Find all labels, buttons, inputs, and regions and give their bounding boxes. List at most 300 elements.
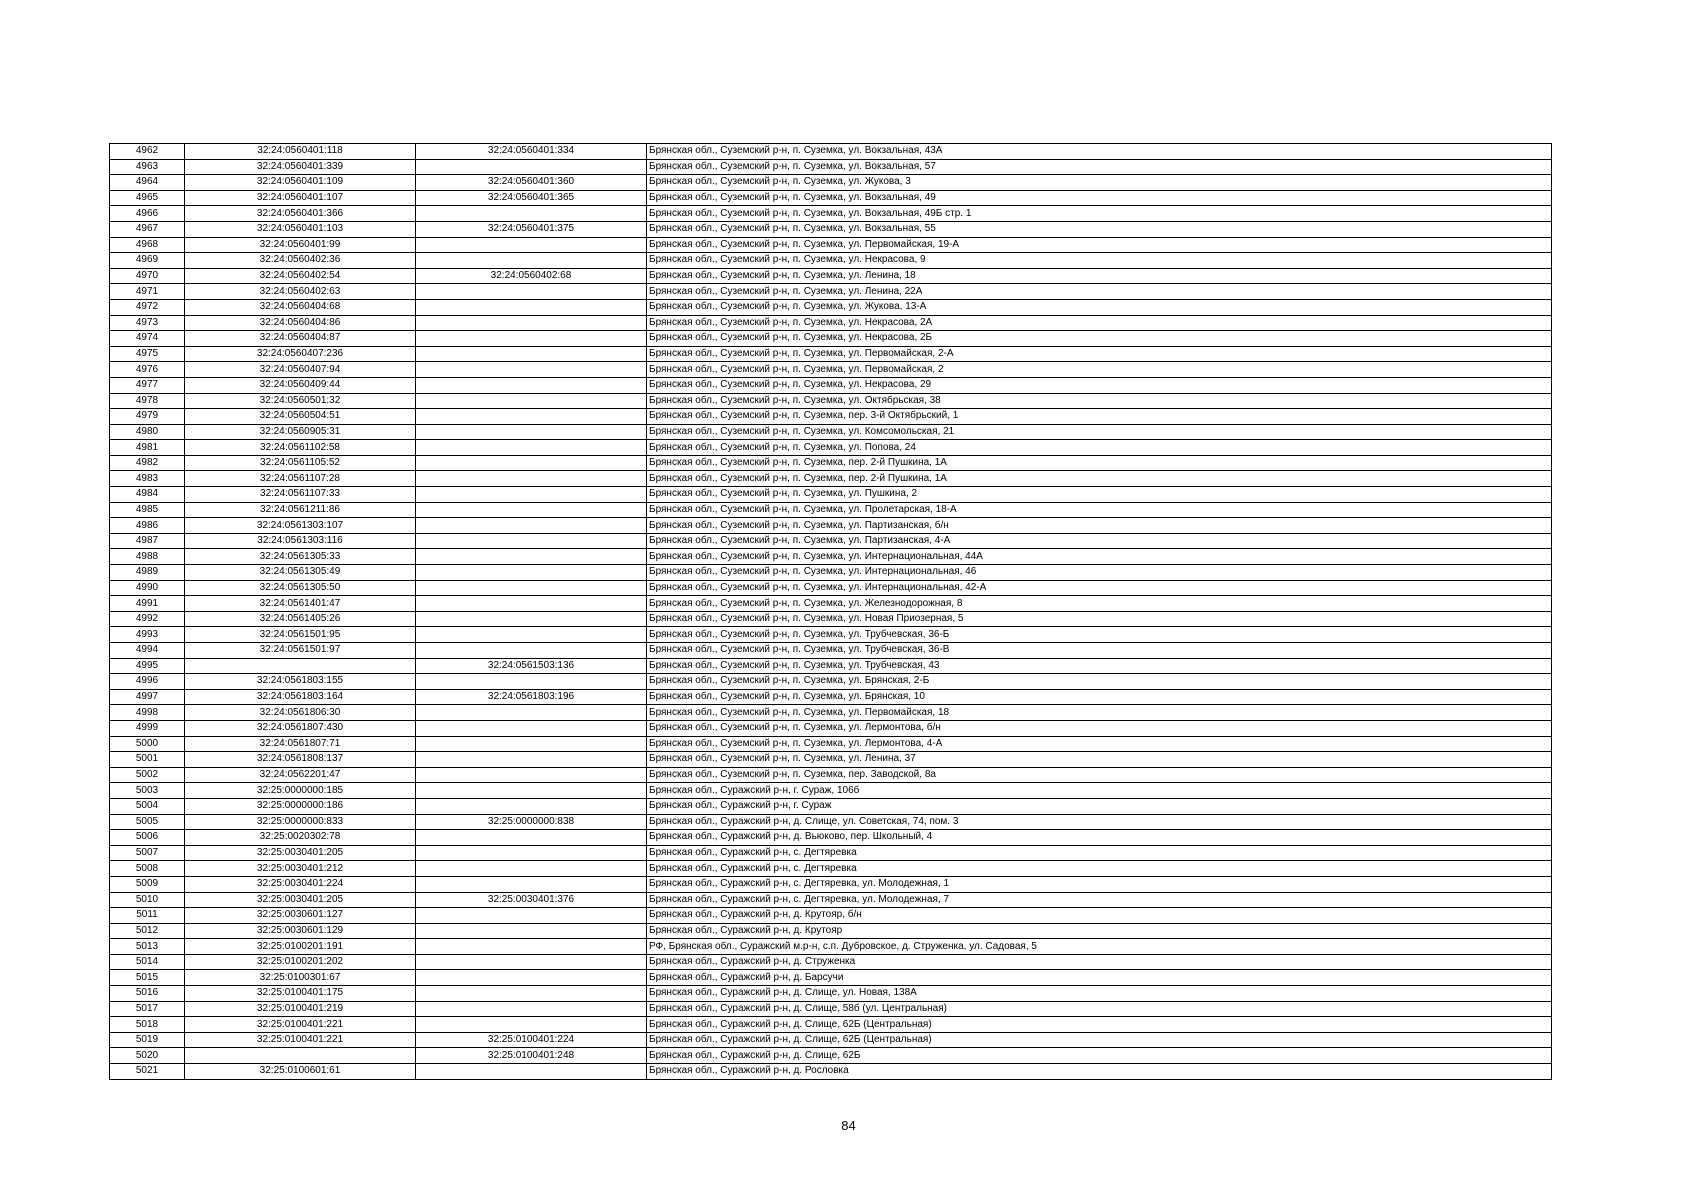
row-number-cell: 4996 (110, 674, 185, 690)
address-cell: Брянская обл., Суземский р-н, п. Суземка, ул. Пролетарская, 18-А (647, 502, 1552, 518)
address-cell: Брянская обл., Суражский р-н, д. Слище, 62Б (Центральная) (647, 1032, 1552, 1048)
cadastral-number-cell: 32:25:0030401:212 (185, 861, 416, 877)
cadastral-number-cell: 32:24:0560401:109 (185, 175, 416, 191)
related-cadastral-number-cell (416, 440, 647, 456)
table-row (110, 611, 1552, 627)
cadastral-number-cell: 32:24:0561803:155 (185, 674, 416, 690)
cadastral-number-cell: 32:24:0561806:30 (185, 705, 416, 721)
table-row (110, 1048, 1552, 1064)
related-cadastral-number-cell (416, 643, 647, 659)
row-number-cell: 4969 (110, 253, 185, 269)
address-cell: Брянская обл., Суражский р-н, с. Дегтяревка, ул. Молодежная, 7 (647, 892, 1552, 908)
row-number-cell: 5021 (110, 1064, 185, 1080)
table-row (110, 362, 1552, 378)
table-row (110, 284, 1552, 300)
address-cell: Брянская обл., Суземский р-н, п. Суземка, ул. Ленина, 37 (647, 752, 1552, 768)
related-cadastral-number-cell: 32:24:0561503:136 (416, 658, 647, 674)
address-cell: Брянская обл., Суземский р-н, п. Суземка, ул. Октябрьская, 38 (647, 393, 1552, 409)
table-row (110, 440, 1552, 456)
related-cadastral-number-cell (416, 611, 647, 627)
related-cadastral-number-cell (416, 455, 647, 471)
registry-table-body (110, 144, 1552, 1080)
cadastral-number-cell: 32:24:0561105:52 (185, 455, 416, 471)
table-row (110, 767, 1552, 783)
table-row (110, 986, 1552, 1002)
address-cell: Брянская обл., Суземский р-н, п. Суземка, ул. Жукова, 13-А (647, 299, 1552, 315)
address-cell: Брянская обл., Суражский р-н, д. Слище, 62Б (Центральная) (647, 1017, 1552, 1033)
cadastral-number-cell: 32:24:0560401:118 (185, 144, 416, 160)
row-number-cell: 5018 (110, 1017, 185, 1033)
cadastral-number-cell: 32:24:0560401:366 (185, 206, 416, 222)
row-number-cell: 5003 (110, 783, 185, 799)
address-cell: Брянская обл., Суземский р-н, п. Суземка, ул. Трубчевская, 36-Б (647, 627, 1552, 643)
address-cell: Брянская обл., Суземский р-н, п. Суземка, ул. Некрасова, 9 (647, 253, 1552, 269)
related-cadastral-number-cell (416, 674, 647, 690)
table-row (110, 518, 1552, 534)
address-cell: Брянская обл., Суземский р-н, п. Суземка, ул. Лермонтова, б/н (647, 720, 1552, 736)
table-row (110, 565, 1552, 581)
cadastral-number-cell: 32:25:0100401:175 (185, 986, 416, 1002)
cadastral-number-cell: 32:25:0100201:191 (185, 939, 416, 955)
cadastral-number-cell: 32:24:0561305:50 (185, 580, 416, 596)
related-cadastral-number-cell (416, 627, 647, 643)
table-row (110, 268, 1552, 284)
row-number-cell: 4972 (110, 299, 185, 315)
row-number-cell: 5011 (110, 908, 185, 924)
row-number-cell: 4973 (110, 315, 185, 331)
related-cadastral-number-cell (416, 284, 647, 300)
row-number-cell: 4967 (110, 221, 185, 237)
related-cadastral-number-cell (416, 549, 647, 565)
related-cadastral-number-cell (416, 237, 647, 253)
cadastral-number-cell: 32:24:0562201:47 (185, 767, 416, 783)
row-number-cell: 5014 (110, 954, 185, 970)
address-cell: Брянская обл., Суземский р-н, п. Суземка, ул. Вокзальная, 57 (647, 159, 1552, 175)
cadastral-number-cell: 32:24:0561501:97 (185, 643, 416, 659)
cadastral-number-cell: 32:24:0560905:31 (185, 424, 416, 440)
cadastral-number-cell: 32:24:0561305:33 (185, 549, 416, 565)
row-number-cell: 5013 (110, 939, 185, 955)
cadastral-number-cell: 32:24:0561401:47 (185, 596, 416, 612)
cadastral-number-cell: 32:24:0560407:236 (185, 346, 416, 362)
address-cell: Брянская обл., Суземский р-н, п. Суземка, ул. Первомайская, 2-А (647, 346, 1552, 362)
cadastral-number-cell: 32:24:0560404:68 (185, 299, 416, 315)
address-cell: Брянская обл., Суражский р-н, д. Слище, 58б (ул. Центральная) (647, 1001, 1552, 1017)
related-cadastral-number-cell: 32:24:0560401:334 (416, 144, 647, 160)
row-number-cell: 4970 (110, 268, 185, 284)
row-number-cell: 4978 (110, 393, 185, 409)
page-number: 84 (841, 1118, 856, 1133)
address-cell: Брянская обл., Суземский р-н, п. Суземка, ул. Интернациональная, 46 (647, 565, 1552, 581)
row-number-cell: 5002 (110, 767, 185, 783)
related-cadastral-number-cell (416, 331, 647, 347)
row-number-cell: 5015 (110, 970, 185, 986)
row-number-cell: 5020 (110, 1048, 185, 1064)
cadastral-number-cell: 32:24:0560404:87 (185, 331, 416, 347)
address-cell: Брянская обл., Суражский р-н, г. Сураж, 106б (647, 783, 1552, 799)
table-row (110, 939, 1552, 955)
cadastral-number-cell: 32:24:0561305:49 (185, 565, 416, 581)
table-row (110, 190, 1552, 206)
row-number-cell: 5007 (110, 845, 185, 861)
table-row (110, 393, 1552, 409)
related-cadastral-number-cell: 32:24:0560401:365 (416, 190, 647, 206)
related-cadastral-number-cell: 32:25:0100401:224 (416, 1032, 647, 1048)
cadastral-number-cell (185, 658, 416, 674)
address-cell: Брянская обл., Суземский р-н, п. Суземка, ул. Лермонтова, 4-А (647, 736, 1552, 752)
cadastral-number-cell: 32:24:0560501:32 (185, 393, 416, 409)
cadastral-number-cell: 32:24:0561803:164 (185, 689, 416, 705)
table-row (110, 377, 1552, 393)
table-row (110, 299, 1552, 315)
table-row (110, 892, 1552, 908)
table-row (110, 970, 1552, 986)
address-cell: Брянская обл., Суражский р-н, с. Дегтяревка, ул. Молодежная, 1 (647, 876, 1552, 892)
cadastral-number-cell: 32:24:0560401:103 (185, 221, 416, 237)
row-number-cell: 4964 (110, 175, 185, 191)
table-row (110, 954, 1552, 970)
related-cadastral-number-cell (416, 736, 647, 752)
related-cadastral-number-cell (416, 1017, 647, 1033)
cadastral-number-cell: 32:25:0100201:202 (185, 954, 416, 970)
cadastral-number-cell: 32:24:0560402:63 (185, 284, 416, 300)
address-cell: Брянская обл., Суземский р-н, п. Суземка, пер. 3-й Октябрьский, 1 (647, 409, 1552, 425)
cadastral-number-cell: 32:25:0000000:186 (185, 798, 416, 814)
address-cell: Брянская обл., Суземский р-н, п. Суземка, ул. Вокзальная, 49Б стр. 1 (647, 206, 1552, 222)
address-cell: Брянская обл., Суземский р-н, п. Суземка, ул. Ленина, 18 (647, 268, 1552, 284)
related-cadastral-number-cell (416, 393, 647, 409)
address-cell: Брянская обл., Суражский р-н, с. Дегтяревка (647, 845, 1552, 861)
table-row (110, 331, 1552, 347)
table-row (110, 159, 1552, 175)
related-cadastral-number-cell (416, 923, 647, 939)
cadastral-number-cell: 32:24:0561405:26 (185, 611, 416, 627)
row-number-cell: 4968 (110, 237, 185, 253)
registry-table (109, 143, 1552, 1080)
address-cell: Брянская обл., Суземский р-н, п. Суземка, ул. Некрасова, 29 (647, 377, 1552, 393)
address-cell: Брянская обл., Суражский р-н, г. Сураж (647, 798, 1552, 814)
address-cell: Брянская обл., Суземский р-н, п. Суземка, ул. Трубчевская, 36-В (647, 643, 1552, 659)
cadastral-number-cell: 32:24:0560409:44 (185, 377, 416, 393)
table-row (110, 409, 1552, 425)
row-number-cell: 4994 (110, 643, 185, 659)
row-number-cell: 4991 (110, 596, 185, 612)
table-row (110, 549, 1552, 565)
cadastral-number-cell: 32:25:0030401:224 (185, 876, 416, 892)
related-cadastral-number-cell (416, 798, 647, 814)
table-row (110, 627, 1552, 643)
row-number-cell: 4962 (110, 144, 185, 160)
address-cell: Брянская обл., Суземский р-н, п. Суземка, ул. Интернациональная, 44А (647, 549, 1552, 565)
related-cadastral-number-cell (416, 876, 647, 892)
address-cell: Брянская обл., Суземский р-н, п. Суземка, ул. Некрасова, 2А (647, 315, 1552, 331)
address-cell: Брянская обл., Суражский р-н, д. Барсучи (647, 970, 1552, 986)
cadastral-number-cell: 32:25:0030401:205 (185, 845, 416, 861)
cadastral-number-cell: 32:25:0030601:129 (185, 923, 416, 939)
row-number-cell: 4981 (110, 440, 185, 456)
related-cadastral-number-cell (416, 487, 647, 503)
address-cell: Брянская обл., Суземский р-н, п. Суземка, ул. Попова, 24 (647, 440, 1552, 456)
address-cell: Брянская обл., Суражский р-н, д. Слище, 62Б (647, 1048, 1552, 1064)
address-cell: Брянская обл., Суземский р-н, п. Суземка, ул. Вокзальная, 43А (647, 144, 1552, 160)
related-cadastral-number-cell (416, 346, 647, 362)
row-number-cell: 4977 (110, 377, 185, 393)
related-cadastral-number-cell (416, 705, 647, 721)
related-cadastral-number-cell (416, 954, 647, 970)
address-cell: Брянская обл., Суземский р-н, п. Суземка, ул. Железнодорожная, 8 (647, 596, 1552, 612)
row-number-cell: 4989 (110, 565, 185, 581)
row-number-cell: 4975 (110, 346, 185, 362)
row-number-cell: 4984 (110, 487, 185, 503)
table-row (110, 315, 1552, 331)
related-cadastral-number-cell (416, 471, 647, 487)
cadastral-number-cell: 32:24:0560402:54 (185, 268, 416, 284)
table-row (110, 876, 1552, 892)
table-row (110, 455, 1552, 471)
address-cell: Брянская обл., Суражский р-н, д. Крутояр, б/н (647, 908, 1552, 924)
row-number-cell: 5009 (110, 876, 185, 892)
table-row (110, 643, 1552, 659)
table-row (110, 814, 1552, 830)
table-row (110, 1064, 1552, 1080)
cadastral-number-cell: 32:25:0000000:833 (185, 814, 416, 830)
related-cadastral-number-cell (416, 159, 647, 175)
table-row (110, 221, 1552, 237)
cadastral-number-cell: 32:24:0561303:116 (185, 533, 416, 549)
address-cell: Брянская обл., Суземский р-н, п. Суземка, ул. Вокзальная, 49 (647, 190, 1552, 206)
related-cadastral-number-cell: 32:24:0560401:375 (416, 221, 647, 237)
related-cadastral-number-cell: 32:24:0561803:196 (416, 689, 647, 705)
address-cell: Брянская обл., Суземский р-н, п. Суземка, ул. Первомайская, 18 (647, 705, 1552, 721)
address-cell: Брянская обл., Суземский р-н, п. Суземка, ул. Жукова, 3 (647, 175, 1552, 191)
row-number-cell: 5000 (110, 736, 185, 752)
row-number-cell: 4963 (110, 159, 185, 175)
cadastral-number-cell: 32:24:0561808:137 (185, 752, 416, 768)
row-number-cell: 4986 (110, 518, 185, 534)
row-number-cell: 4976 (110, 362, 185, 378)
related-cadastral-number-cell: 32:24:0560401:360 (416, 175, 647, 191)
table-row (110, 861, 1552, 877)
address-cell: Брянская обл., Суражский р-н, с. Дегтяревка (647, 861, 1552, 877)
address-cell: Брянская обл., Суземский р-н, п. Суземка, ул. Трубчевская, 43 (647, 658, 1552, 674)
table-row (110, 471, 1552, 487)
cadastral-number-cell: 32:24:0561501:95 (185, 627, 416, 643)
row-number-cell: 5004 (110, 798, 185, 814)
address-cell: Брянская обл., Суземский р-н, п. Суземка, ул. Партизанская, 4-А (647, 533, 1552, 549)
table-row (110, 144, 1552, 160)
cadastral-number-cell: 32:24:0560401:107 (185, 190, 416, 206)
related-cadastral-number-cell (416, 1001, 647, 1017)
row-number-cell: 4974 (110, 331, 185, 347)
cadastral-number-cell: 32:24:0561211:86 (185, 502, 416, 518)
table-row (110, 424, 1552, 440)
cadastral-number-cell: 32:24:0561107:28 (185, 471, 416, 487)
row-number-cell: 5001 (110, 752, 185, 768)
related-cadastral-number-cell (416, 752, 647, 768)
row-number-cell: 5006 (110, 830, 185, 846)
row-number-cell: 4988 (110, 549, 185, 565)
table-row (110, 237, 1552, 253)
address-cell: Брянская обл., Суземский р-н, п. Суземка, ул. Первомайская, 19-А (647, 237, 1552, 253)
cadastral-number-cell: 32:25:0100401:221 (185, 1032, 416, 1048)
address-cell: Брянская обл., Суземский р-н, п. Суземка, ул. Вокзальная, 55 (647, 221, 1552, 237)
related-cadastral-number-cell (416, 970, 647, 986)
table-row (110, 845, 1552, 861)
address-cell: Брянская обл., Суражский р-н, д. Крутояр (647, 923, 1552, 939)
related-cadastral-number-cell (416, 502, 647, 518)
related-cadastral-number-cell (416, 596, 647, 612)
related-cadastral-number-cell (416, 533, 647, 549)
related-cadastral-number-cell: 32:25:0100401:248 (416, 1048, 647, 1064)
row-number-cell: 4971 (110, 284, 185, 300)
table-row (110, 720, 1552, 736)
row-number-cell: 4983 (110, 471, 185, 487)
related-cadastral-number-cell (416, 409, 647, 425)
related-cadastral-number-cell (416, 908, 647, 924)
related-cadastral-number-cell (416, 315, 647, 331)
table-row (110, 689, 1552, 705)
table-row (110, 830, 1552, 846)
row-number-cell: 4997 (110, 689, 185, 705)
row-number-cell: 4985 (110, 502, 185, 518)
row-number-cell: 4992 (110, 611, 185, 627)
related-cadastral-number-cell (416, 939, 647, 955)
table-row (110, 253, 1552, 269)
cadastral-number-cell: 32:25:0100301:67 (185, 970, 416, 986)
cadastral-number-cell: 32:25:0030601:127 (185, 908, 416, 924)
related-cadastral-number-cell (416, 845, 647, 861)
address-cell: Брянская обл., Суземский р-н, п. Суземка, ул. Брянская, 10 (647, 689, 1552, 705)
table-row (110, 1017, 1552, 1033)
related-cadastral-number-cell (416, 253, 647, 269)
row-number-cell: 4982 (110, 455, 185, 471)
row-number-cell: 4980 (110, 424, 185, 440)
row-number-cell: 5016 (110, 986, 185, 1002)
related-cadastral-number-cell (416, 861, 647, 877)
row-number-cell: 5012 (110, 923, 185, 939)
related-cadastral-number-cell (416, 206, 647, 222)
table-row (110, 908, 1552, 924)
related-cadastral-number-cell: 32:25:0000000:838 (416, 814, 647, 830)
related-cadastral-number-cell (416, 720, 647, 736)
address-cell: Брянская обл., Суражский р-н, д. Рословка (647, 1064, 1552, 1080)
address-cell: Брянская обл., Суземский р-н, п. Суземка, ул. Пушкина, 2 (647, 487, 1552, 503)
row-number-cell: 4995 (110, 658, 185, 674)
table-row (110, 1032, 1552, 1048)
address-cell: Брянская обл., Суземский р-н, п. Суземка, ул. Брянская, 2-Б (647, 674, 1552, 690)
row-number-cell: 5005 (110, 814, 185, 830)
address-cell: Брянская обл., Суражский р-н, д. Слище, ул. Советская, 74, пом. 3 (647, 814, 1552, 830)
table-row (110, 658, 1552, 674)
cadastral-number-cell: 32:24:0561807:71 (185, 736, 416, 752)
table-row (110, 346, 1552, 362)
row-number-cell: 4998 (110, 705, 185, 721)
related-cadastral-number-cell: 32:25:0030401:376 (416, 892, 647, 908)
cadastral-number-cell: 32:24:0560504:51 (185, 409, 416, 425)
cadastral-number-cell: 32:25:0100401:219 (185, 1001, 416, 1017)
table-row (110, 580, 1552, 596)
row-number-cell: 5019 (110, 1032, 185, 1048)
table-row (110, 1001, 1552, 1017)
address-cell: Брянская обл., Суражский р-н, д. Струженка (647, 954, 1552, 970)
table-row (110, 206, 1552, 222)
cadastral-number-cell: 32:25:0020302:78 (185, 830, 416, 846)
table-row (110, 487, 1552, 503)
cadastral-number-cell (185, 1048, 416, 1064)
cadastral-number-cell: 32:24:0561102:58 (185, 440, 416, 456)
related-cadastral-number-cell: 32:24:0560402:68 (416, 268, 647, 284)
cadastral-number-cell: 32:24:0560404:86 (185, 315, 416, 331)
table-row (110, 175, 1552, 191)
related-cadastral-number-cell (416, 377, 647, 393)
cadastral-number-cell: 32:24:0560401:99 (185, 237, 416, 253)
related-cadastral-number-cell (416, 1064, 647, 1080)
cadastral-number-cell: 32:24:0561107:33 (185, 487, 416, 503)
row-number-cell: 5017 (110, 1001, 185, 1017)
address-cell: Брянская обл., Суземский р-н, п. Суземка, ул. Партизанская, б/н (647, 518, 1552, 534)
table-row (110, 923, 1552, 939)
related-cadastral-number-cell (416, 986, 647, 1002)
row-number-cell: 4999 (110, 720, 185, 736)
address-cell: Брянская обл., Суземский р-н, п. Суземка, ул. Ленина, 22А (647, 284, 1552, 300)
cadastral-number-cell: 32:24:0561807:430 (185, 720, 416, 736)
address-cell: Брянская обл., Суземский р-н, п. Суземка, пер. Заводской, 8а (647, 767, 1552, 783)
table-row (110, 752, 1552, 768)
address-cell: Брянская обл., Суземский р-н, п. Суземка, пер. 2-й Пушкина, 1А (647, 455, 1552, 471)
address-cell: Брянская обл., Суземский р-н, п. Суземка, ул. Первомайская, 2 (647, 362, 1552, 378)
cadastral-number-cell: 32:25:0100401:221 (185, 1017, 416, 1033)
related-cadastral-number-cell (416, 783, 647, 799)
row-number-cell: 5008 (110, 861, 185, 877)
row-number-cell: 4979 (110, 409, 185, 425)
address-cell: Брянская обл., Суземский р-н, п. Суземка, ул. Интернациональная, 42-А (647, 580, 1552, 596)
related-cadastral-number-cell (416, 580, 647, 596)
address-cell: Брянская обл., Суземский р-н, п. Суземка, ул. Комсомольская, 21 (647, 424, 1552, 440)
row-number-cell: 5010 (110, 892, 185, 908)
row-number-cell: 4987 (110, 533, 185, 549)
address-cell: РФ, Брянская обл., Суражский м.р-н, с.п. Дубровское, д. Струженка, ул. Садовая, 5 (647, 939, 1552, 955)
related-cadastral-number-cell (416, 362, 647, 378)
table-row (110, 783, 1552, 799)
table-row (110, 533, 1552, 549)
table-row (110, 798, 1552, 814)
related-cadastral-number-cell (416, 830, 647, 846)
cadastral-number-cell: 32:24:0560401:339 (185, 159, 416, 175)
address-cell: Брянская обл., Суземский р-н, п. Суземка, ул. Некрасова, 2Б (647, 331, 1552, 347)
related-cadastral-number-cell (416, 299, 647, 315)
row-number-cell: 4990 (110, 580, 185, 596)
row-number-cell: 4965 (110, 190, 185, 206)
cadastral-number-cell: 32:25:0030401:205 (185, 892, 416, 908)
cadastral-number-cell: 32:24:0560402:36 (185, 253, 416, 269)
address-cell: Брянская обл., Суражский р-н, д. Слище, ул. Новая, 138А (647, 986, 1552, 1002)
row-number-cell: 4966 (110, 206, 185, 222)
related-cadastral-number-cell (416, 565, 647, 581)
related-cadastral-number-cell (416, 767, 647, 783)
cadastral-number-cell: 32:25:0100601:61 (185, 1064, 416, 1080)
address-cell: Брянская обл., Суземский р-н, п. Суземка, пер. 2-й Пушкина, 1А (647, 471, 1552, 487)
cadastral-number-cell: 32:25:0000000:185 (185, 783, 416, 799)
related-cadastral-number-cell (416, 518, 647, 534)
related-cadastral-number-cell (416, 424, 647, 440)
table-row (110, 596, 1552, 612)
address-cell: Брянская обл., Суражский р-н, д. Вьюково, пер. Школьный, 4 (647, 830, 1552, 846)
row-number-cell: 4993 (110, 627, 185, 643)
cadastral-number-cell: 32:24:0561303:107 (185, 518, 416, 534)
table-row (110, 736, 1552, 752)
table-row (110, 705, 1552, 721)
table-row (110, 502, 1552, 518)
